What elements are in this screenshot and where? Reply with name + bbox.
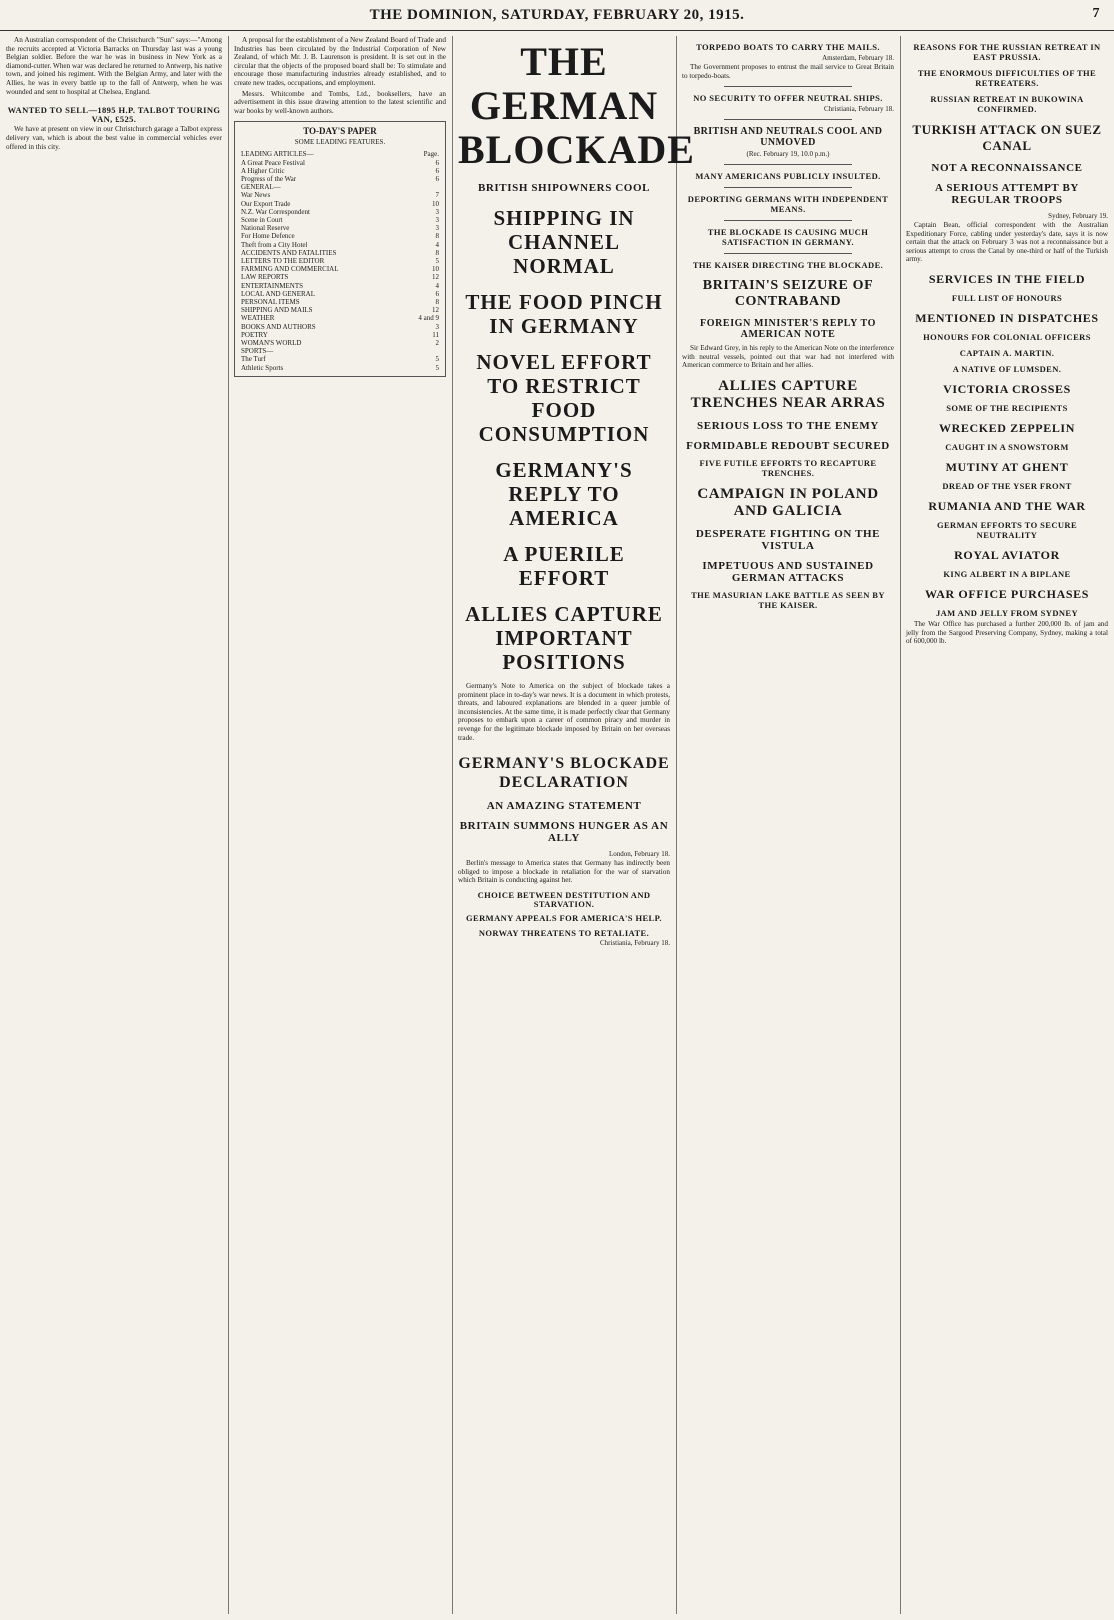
contents-item-label: A Higher Critic: [241, 166, 285, 175]
contents-item-page: Page.: [423, 150, 439, 159]
contents-item-label: For Home Defence: [241, 232, 295, 241]
headline: WAR OFFICE PURCHASES: [924, 586, 1089, 601]
headline: TURKISH ATTACK ON SUEZ CANAL: [912, 122, 1102, 153]
dateline: Amsterdam, February 18.: [822, 54, 894, 62]
headline: A SERIOUS ATTEMPT BY REGULAR TROOPS: [935, 182, 1079, 206]
divider: [724, 187, 851, 188]
contents-item-label: Theft from a City Hotel: [241, 240, 308, 249]
page-number: 7: [1092, 6, 1100, 21]
dateline: London, February 18.: [608, 850, 670, 859]
main-headline: THE GERMAN BLOCKADE: [458, 39, 695, 172]
contents-item-label: ACCIDENTS AND FATALITIES: [241, 248, 337, 257]
contents-item-label: LETTERS TO THE EDITOR: [241, 256, 325, 265]
column-5: [906, 36, 1108, 1614]
headline: SOME OF THE RECIPIENTS: [946, 402, 1068, 413]
headline: REASONS FOR THE RUSSIAN RETREAT IN EAST PRUSSIA.: [913, 42, 1101, 62]
contents-item-page: 5: [435, 355, 439, 364]
dateline: Christiania, February 18.: [600, 939, 670, 948]
contents-title: TO-DAY'S PAPER: [303, 126, 377, 137]
dateline: Christiania, February 18.: [824, 105, 894, 114]
column-3: [458, 36, 695, 1614]
contents-item: [241, 314, 439, 322]
contents-item: [241, 208, 439, 216]
contents-item-label: A Great Peace Festival: [241, 158, 305, 167]
headline: RUSSIAN RETREAT IN BUKOWINA CONFIRMED.: [930, 94, 1084, 114]
headline: WRECKED ZEPPELIN: [939, 420, 1075, 435]
headline: MENTIONED IN DISPATCHES: [915, 310, 1099, 325]
headline: RUMANIA AND THE WAR: [928, 498, 1086, 513]
divider: [724, 119, 851, 120]
todays-paper-box: [234, 121, 446, 376]
contents-item-page: 8: [435, 232, 439, 241]
contents-subtitle: SOME LEADING FEATURES.: [294, 138, 386, 147]
headline: NOVEL EFFORT TO RESTRICT FOOD CONSUMPTION: [476, 350, 652, 446]
headline: SERIOUS LOSS TO THE ENEMY: [697, 419, 879, 432]
headline: DEPORTING GERMANS WITH INDEPENDENT MEANS.: [687, 194, 889, 215]
contents-item-page: 10: [432, 265, 439, 274]
contents-item-page: 6: [435, 166, 439, 175]
headline: HONOURS FOR COLONIAL OFFICERS: [923, 331, 1091, 342]
contents-item: [241, 306, 439, 314]
column-4: [682, 36, 894, 1614]
headline: DREAD OF THE YSER FRONT: [942, 480, 1072, 491]
contents-item-label: LEADING ARTICLES—: [241, 150, 314, 159]
contents-item: [241, 265, 439, 273]
headline: IMPETUOUS AND SUSTAINED GERMAN ATTACKS: [702, 559, 874, 584]
headline: THE KAISER DIRECTING THE BLOCKADE.: [692, 260, 884, 271]
headline: SHIPPING IN CHANNEL NORMAL: [493, 206, 635, 278]
headline: NO SECURITY TO OFFER NEUTRAL SHIPS.: [693, 93, 883, 104]
contents-item: [241, 364, 439, 372]
contents-item-label: SPORTS—: [241, 347, 274, 356]
article-text: Sir Edward Grey, in his reply to the American Note on the interference with neutral vessels, pointed out that war had not interfered with American commerce to Britain and her allies.: [682, 344, 894, 370]
contents-item-label: N.Z. War Correspondent: [241, 207, 310, 216]
contents-item-page: 4 and 9: [418, 314, 439, 323]
contents-item-label: GENERAL—: [241, 183, 281, 192]
contents-item-page: 3: [435, 224, 439, 233]
article-text: Messrs. Whitcombe and Tombs, Ltd., booksellers, have an advertisement in this issue drawing attention to the latest scientific and war books by well-known authors.: [234, 89, 446, 115]
article-text: A proposal for the establishment of a New Zealand Board of Trade and Industries has been circulated by the Industrial Corporation of New Zealand, of which Mr. J. B. Laurenson is president. It is set out in the circular that the objects of the proposed board shall be: To stimulate and encourage those manufacturing industries already established, and to create new trades, occupations, and employment.: [234, 36, 446, 87]
masthead: [0, 0, 1114, 31]
contents-item-label: POETRY: [241, 330, 268, 339]
contents-item: [241, 290, 439, 298]
contents-item-page: 6: [435, 158, 439, 167]
headline: VICTORIA CROSSES: [943, 381, 1071, 396]
headline: GERMANY'S BLOCKADE DECLARATION: [458, 755, 670, 792]
headline: FOREIGN MINISTER'S REPLY TO AMERICAN NOTE: [700, 318, 876, 341]
divider: [724, 164, 851, 165]
divider: [724, 220, 851, 221]
subheading: CHOICE BETWEEN DESTITUTION AND STARVATION.: [477, 889, 651, 909]
contents-item: [241, 273, 439, 281]
contents-item-page: 12: [432, 306, 439, 315]
headline: JAM AND JELLY FROM SYDNEY: [935, 607, 1079, 618]
column-rule: [676, 36, 677, 1614]
headline: DESPERATE FIGHTING ON THE VISTULA: [695, 527, 881, 552]
headline: FIVE FUTILE EFFORTS TO RECAPTURE TRENCHES.: [699, 457, 877, 478]
headline: ROYAL AVIATOR: [954, 547, 1060, 562]
masthead-title: THE DOMINION, SATURDAY, FEBRUARY 20, 1915.: [369, 6, 745, 23]
headline: THE MASURIAN LAKE BATTLE AS SEEN BY THE KAISER.: [691, 589, 885, 610]
contents-item: [241, 167, 439, 175]
contents-item: [241, 347, 439, 355]
contents-item-label: Athletic Sports: [241, 363, 284, 372]
column-rule: [900, 36, 901, 1614]
contents-item-page: 3: [435, 215, 439, 224]
contents-item-label: LAW REPORTS: [241, 273, 289, 282]
contents-item-page: 12: [432, 273, 439, 282]
contents-item-label: National Reserve: [241, 224, 290, 233]
headline: ALLIES CAPTURE IMPORTANT POSITIONS: [465, 602, 663, 674]
column-rule: [452, 36, 453, 1614]
contents-item-page: 5: [435, 363, 439, 372]
contents-item: [241, 224, 439, 232]
contents-item-label: The Turf: [241, 355, 266, 364]
subheading: NORWAY THREATENS TO RETALIATE.: [478, 927, 650, 938]
headline: KING ALBERT IN A BIPLANE: [943, 568, 1071, 579]
contents-item: [241, 150, 439, 158]
headline: NOT A RECONNAISSANCE: [931, 162, 1083, 174]
contents-item: [241, 331, 439, 339]
contents-item-label: PERSONAL ITEMS: [241, 298, 300, 306]
contents-item-page: 3: [435, 207, 439, 216]
contents-item-label: WEATHER: [241, 314, 275, 323]
dateline: Sydney, February 19.: [1048, 212, 1108, 220]
article-text: Germany's Note to America on the subject of blockade takes a prominent place in to-day's war news. It is a document in which protests, threats, and laboured explanations are blended in a queer jumble of inconsistencies. At the same time, it is made perfectly clear that Germany proposes to embark upon a career of common piracy and murder in revenge for the legitimate blockade imposed by Britain on her overseas trade.: [458, 682, 670, 742]
contents-item: [241, 159, 439, 167]
headline: FORMIDABLE REDOUBT SECURED: [686, 439, 890, 452]
subheading: GERMANY APPEALS FOR AMERICA'S HELP.: [466, 913, 662, 924]
contents-item-label: SHIPPING AND MAILS: [241, 306, 313, 315]
contents-item-page: 6: [435, 174, 439, 183]
contents-item-label: BOOKS AND AUTHORS: [241, 322, 316, 331]
contents-item: [241, 257, 439, 265]
contents-item: [241, 232, 439, 240]
contents-item: [241, 339, 439, 347]
headline: THE FOOD PINCH IN GERMANY: [465, 290, 663, 338]
headline: GERMANY'S REPLY TO AMERICA: [495, 458, 633, 530]
headline: A NATIVE OF LUMSDEN.: [952, 363, 1062, 374]
contents-item: [241, 323, 439, 331]
contents-item-label: Our Export Trade: [241, 199, 291, 208]
headline: ALLIES CAPTURE TRENCHES NEAR ARRAS: [690, 377, 886, 411]
contents-item: [241, 175, 439, 183]
contents-item-label: WOMAN'S WORLD: [241, 339, 302, 348]
headline: BRITAIN'S SEIZURE OF CONTRABAND: [702, 278, 874, 310]
headline: BRITAIN SUMMONS HUNGER AS AN ALLY: [459, 820, 669, 845]
headline: BRITISH SHIPOWNERS COOL: [477, 182, 651, 194]
contents-item: [241, 282, 439, 290]
contents-item-page: 10: [432, 199, 439, 208]
headline: FULL LIST OF HONOURS: [951, 292, 1063, 303]
contents-item: [241, 298, 439, 306]
article-text: Berlin's message to America states that Germany has indirectly been obliged to impose a blockade in retaliation for the war of starvation which Britain is conducting against her.: [458, 859, 670, 885]
contents-item: [241, 200, 439, 208]
contents-item: [241, 183, 439, 191]
contents-item-page: 4: [435, 240, 439, 249]
contents-item-page: 5: [435, 256, 439, 265]
contents-item-page: 8: [435, 248, 439, 257]
article-text: An Australian correspondent of the Christchurch "Sun" says:—"Among the recruits accepted at Victoria Barracks on Thursday last was a young Belgian soldier. Before the war he was in business in New York as a diamond-cutter. When war was declared he returned to Antwerp, his native town, and joined his regiment. With the Belgian Army, and later with the Allies, he was in every battle up to the fall of Antwerp, when he was wounded and sent to hospital at Chelsea, England.: [6, 36, 222, 96]
headline: AN AMAZING STATEMENT: [486, 800, 642, 813]
headline: TORPEDO BOATS TO CARRY THE MAILS.: [696, 42, 880, 52]
contents-item-page: 8: [435, 298, 439, 306]
contents-item-page: 3: [435, 322, 439, 331]
headline: THE BLOCKADE IS CAUSING MUCH SATISFACTION IN GERMANY.: [707, 227, 869, 248]
contents-item-page: 7: [435, 191, 439, 200]
column-1: [6, 36, 222, 1614]
contents-item-label: ENTERTAINMENTS: [241, 281, 304, 290]
headline: THE ENORMOUS DIFFICULTIES OF THE RETREATERS.: [917, 68, 1097, 88]
article-text: The Government proposes to entrust the mail service to Great Britain to torpedo-boats.: [682, 63, 894, 80]
column-2: [234, 36, 446, 1614]
headline: CAPTAIN A. MARTIN.: [959, 347, 1055, 358]
headline: BRITISH AND NEUTRALS COOL AND UNMOVED: [693, 126, 883, 149]
contents-item: [241, 241, 439, 249]
contents-item-page: 6: [435, 289, 439, 298]
contents-item-label: Progress of the War: [241, 174, 297, 183]
contents-list: [241, 150, 439, 371]
column-rule: [228, 36, 229, 1614]
contents-item-page: 4: [435, 281, 439, 290]
divider: [724, 253, 851, 254]
headline: CAMPAIGN IN POLAND AND GALICIA: [697, 485, 879, 519]
article-text: Captain Bean, official correspondent with the Australian Expeditionary Force, cabling under yesterday's date, says it is now certain that the attack on February 3 was not a reconnaissance but a serious attempt to cross the Canal by one-third or half of the Turkish army.: [906, 221, 1108, 264]
advert-heading: WANTED TO SELL—1895 H.P. TALBOT TOURING VAN, £525.: [7, 105, 221, 124]
contents-item-label: Scene in Court: [241, 215, 283, 224]
article-text: The War Office has purchased a further 200,000 lb. of jam and jelly from the Sargood Preserving Company, Sydney, making a total of 600,000 lb.: [906, 619, 1108, 646]
headline: CAUGHT IN A SNOWSTORM: [945, 441, 1069, 452]
contents-item-page: 11: [432, 330, 439, 339]
contents-item: [241, 355, 439, 363]
contents-item-label: LOCAL AND GENERAL: [241, 289, 316, 298]
contents-item-label: FARMING AND COMMERCIAL: [241, 265, 339, 274]
advert-text: We have at present on view in our Christchurch garage a Talbot express delivery van, which is about the best value in commercial vehicles ever offered in this city.: [6, 125, 222, 151]
headline: MUTINY AT GHENT: [945, 459, 1069, 474]
contents-item: [241, 249, 439, 257]
dateline: (Rec. February 19, 10.0 p.m.): [746, 150, 830, 159]
headline: GERMAN EFFORTS TO SECURE NEUTRALITY: [936, 519, 1078, 540]
headline: MANY AMERICANS PUBLICLY INSULTED.: [695, 171, 881, 182]
contents-item: [241, 191, 439, 199]
headline: A PUERILE EFFORT: [503, 542, 625, 590]
headline: SERVICES IN THE FIELD: [928, 271, 1086, 286]
contents-item: [241, 216, 439, 224]
contents-item-page: 2: [435, 339, 439, 348]
divider: [724, 86, 851, 87]
contents-item-label: War News: [241, 191, 271, 200]
